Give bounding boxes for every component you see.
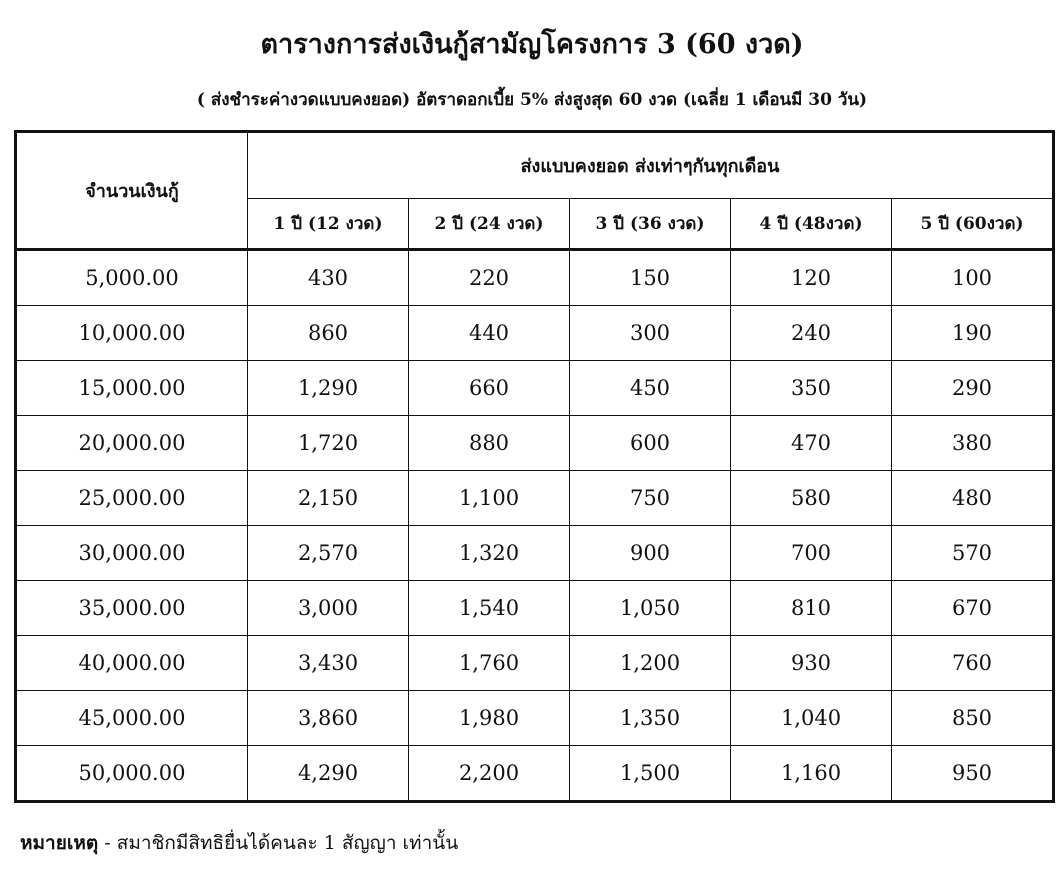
payment-cell: 3,430 [248, 636, 409, 691]
payment-cell: 1,100 [409, 471, 570, 526]
loan-amount-cell: 20,000.00 [16, 416, 248, 471]
payment-cell: 930 [731, 636, 892, 691]
table-row [16, 691, 1054, 746]
payment-cell: 150 [570, 250, 731, 306]
payment-cell: 900 [570, 526, 731, 581]
payment-cell: 240 [731, 306, 892, 361]
payment-cell: 860 [248, 306, 409, 361]
payment-cell: 1,160 [731, 746, 892, 802]
payment-cell: 1,290 [248, 361, 409, 416]
page-subtitle: ( ส่งชำระค่างวดแบบคงยอด) อัตราดอกเบี้ย 5% ส่งสูงสุด 60 งวด (เฉลี่ย 1 เดือนมี 30 วัน) [196, 90, 868, 110]
table-row [16, 581, 1054, 636]
payment-cell: 120 [731, 250, 892, 306]
payment-cell: 950 [892, 746, 1054, 802]
payment-cell: 4,290 [248, 746, 409, 802]
payment-cell: 660 [409, 361, 570, 416]
payment-cell: 2,150 [248, 471, 409, 526]
payment-cell: 440 [409, 306, 570, 361]
payment-cell: 700 [731, 526, 892, 581]
amount-column-header: จำนวนเงินกู้ [16, 132, 248, 250]
term-column-header: 1 ปี (12 งวด) [248, 199, 409, 250]
loan-amount-cell: 40,000.00 [16, 636, 248, 691]
payment-cell: 100 [892, 250, 1054, 306]
loan-amount-cell: 45,000.00 [16, 691, 248, 746]
payment-cell: 750 [570, 471, 731, 526]
payment-cell: 570 [892, 526, 1054, 581]
payment-group-header: ส่งแบบคงยอด ส่งเท่าๆกันทุกเดือน [248, 132, 1054, 199]
payment-cell: 430 [248, 250, 409, 306]
payment-cell: 810 [731, 581, 892, 636]
payment-cell: 1,720 [248, 416, 409, 471]
payment-cell: 670 [892, 581, 1054, 636]
page-title: ตารางการส่งเงินกู้สามัญโครงการ 3 (60 งวด) [260, 29, 804, 60]
payment-cell: 190 [892, 306, 1054, 361]
loan-amount-cell: 50,000.00 [16, 746, 248, 802]
footnote-text: - สมาชิกมีสิทธิยื่นได้คนละ 1 สัญญา เท่านั้น [98, 832, 459, 854]
payment-cell: 290 [892, 361, 1054, 416]
loan-amount-cell: 15,000.00 [16, 361, 248, 416]
table-row [16, 471, 1054, 526]
payment-cell: 450 [570, 361, 731, 416]
payment-cell: 760 [892, 636, 1054, 691]
payment-cell: 1,050 [570, 581, 731, 636]
term-column-header: 3 ปี (36 งวด) [570, 199, 731, 250]
payment-cell: 600 [570, 416, 731, 471]
payment-cell: 880 [409, 416, 570, 471]
table-row [16, 416, 1054, 471]
table-row [16, 361, 1054, 416]
loan-amount-cell: 30,000.00 [16, 526, 248, 581]
loan-amount-cell: 35,000.00 [16, 581, 248, 636]
payment-cell: 3,000 [248, 581, 409, 636]
payment-cell: 2,200 [409, 746, 570, 802]
payment-cell: 580 [731, 471, 892, 526]
payment-cell: 1,040 [731, 691, 892, 746]
payment-cell: 1,980 [409, 691, 570, 746]
payment-cell: 470 [731, 416, 892, 471]
table-row [16, 746, 1054, 802]
payment-cell: 380 [892, 416, 1054, 471]
loan-payment-table [14, 130, 1055, 803]
term-column-header: 4 ปี (48งวด) [731, 199, 892, 250]
term-column-header: 5 ปี (60งวด) [892, 199, 1054, 250]
loan-amount-cell: 5,000.00 [16, 250, 248, 306]
payment-cell: 850 [892, 691, 1054, 746]
payment-cell: 1,540 [409, 581, 570, 636]
table-body [16, 250, 1054, 802]
table-row [16, 306, 1054, 361]
payment-cell: 1,760 [409, 636, 570, 691]
loan-amount-cell: 10,000.00 [16, 306, 248, 361]
footnote-label: หมายเหตุ [20, 832, 99, 854]
payment-cell: 220 [409, 250, 570, 306]
footnote [20, 828, 458, 858]
table-row [16, 526, 1054, 581]
table-row [16, 250, 1054, 306]
payment-cell: 350 [731, 361, 892, 416]
payment-cell: 1,350 [570, 691, 731, 746]
payment-cell: 480 [892, 471, 1054, 526]
term-column-header: 2 ปี (24 งวด) [409, 199, 570, 250]
table-row [16, 636, 1054, 691]
payment-cell: 1,320 [409, 526, 570, 581]
payment-cell: 3,860 [248, 691, 409, 746]
payment-cell: 1,500 [570, 746, 731, 802]
payment-cell: 300 [570, 306, 731, 361]
payment-cell: 2,570 [248, 526, 409, 581]
loan-amount-cell: 25,000.00 [16, 471, 248, 526]
payment-cell: 1,200 [570, 636, 731, 691]
